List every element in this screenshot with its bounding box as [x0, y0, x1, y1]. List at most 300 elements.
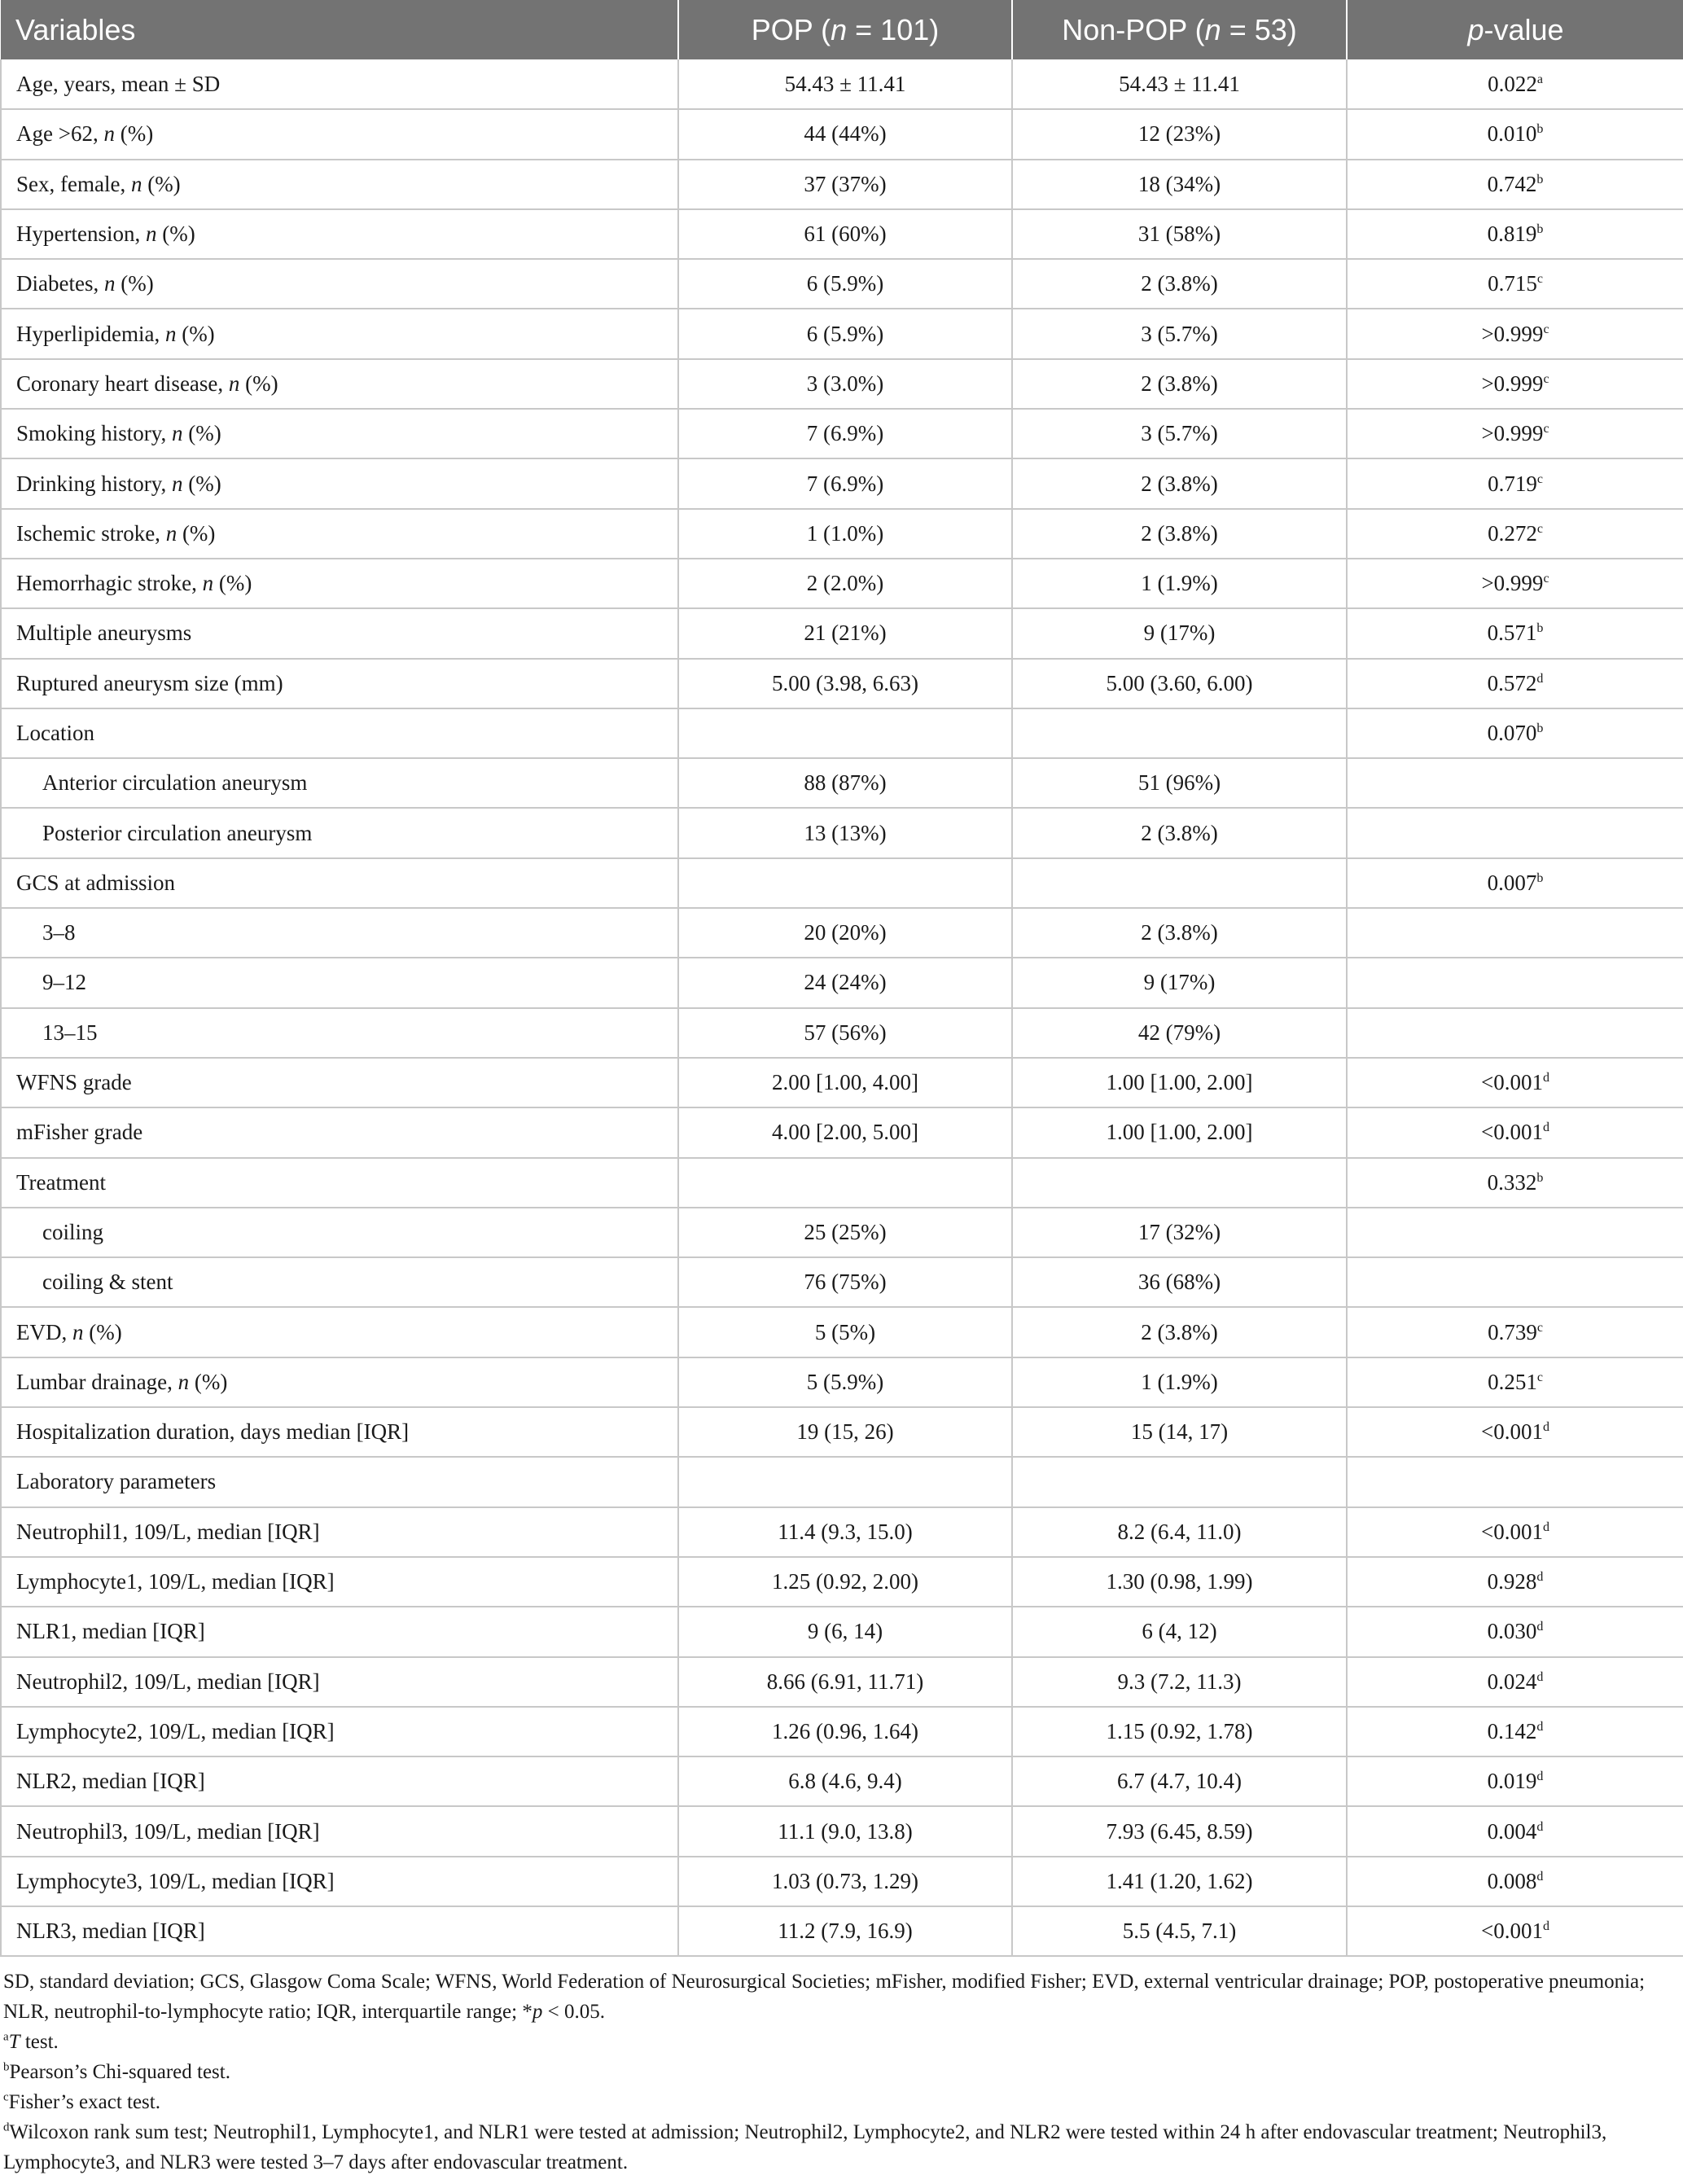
table-row: [1, 858, 1683, 908]
cell-nonpop: 8.2 (6.4, 11.0): [1012, 1507, 1347, 1557]
variable-n-italic: n: [172, 421, 183, 446]
cell-pop: 24 (24%): [678, 958, 1012, 1007]
cell-variable: [1, 109, 678, 159]
variable-label: Smoking history,: [16, 421, 173, 446]
table-row: [1, 958, 1683, 1007]
cell-pvalue: [1347, 359, 1683, 409]
variable-label-suffix: (%): [176, 321, 215, 346]
cell-pop: 44 (44%): [678, 109, 1012, 159]
cell-nonpop: 2 (3.8%): [1012, 458, 1347, 508]
cell-nonpop: 9.3 (7.2, 11.3): [1012, 1657, 1347, 1707]
cell-nonpop: 7.93 (6.45, 8.59): [1012, 1806, 1347, 1856]
cell-pop: 5 (5%): [678, 1307, 1012, 1357]
variable-label: Location: [16, 721, 94, 745]
pvalue-test-mark: c: [1543, 422, 1549, 436]
cell-pop: 4.00 [2.00, 5.00]: [678, 1107, 1012, 1157]
variable-n-italic: n: [103, 121, 115, 147]
cell-nonpop: 54.43 ± 11.41: [1012, 59, 1347, 109]
cell-pvalue: [1347, 1357, 1683, 1407]
variable-label: Lymphocyte3, 109/L, median [IQR]: [16, 1868, 335, 1893]
variable-label: Multiple aneurysms: [16, 621, 192, 646]
footnote-abbreviations: [3, 1967, 1680, 2027]
variable-label: NLR2, median [IQR]: [16, 1769, 205, 1794]
variable-label-suffix: (%): [182, 421, 221, 446]
cell-pvalue: [1347, 458, 1683, 508]
cell-variable: [1, 458, 678, 508]
cell-pvalue: [1347, 1457, 1683, 1506]
cell-pvalue: [1347, 858, 1683, 908]
cell-pop: [678, 1158, 1012, 1208]
variable-label: Neutrophil3, 109/L, median [IQR]: [16, 1818, 320, 1844]
header-pop: POP (n = 101): [678, 0, 1012, 59]
table-row: [1, 1357, 1683, 1407]
variable-label: Lymphocyte1, 109/L, median [IQR]: [16, 1569, 335, 1594]
variable-n-italic: n: [228, 371, 240, 396]
header-nonpop: Non-POP (n = 53): [1012, 0, 1347, 59]
table-row: [1, 1058, 1683, 1107]
pvalue-text: 0.715: [1488, 271, 1537, 296]
variable-label: 9–12: [42, 970, 86, 995]
cell-nonpop: 6.7 (4.7, 10.4): [1012, 1756, 1347, 1806]
cell-nonpop: 1.00 [1.00, 2.00]: [1012, 1058, 1347, 1107]
cell-pvalue: [1347, 509, 1683, 559]
cell-pop: [678, 1457, 1012, 1506]
variable-label: Lymphocyte2, 109/L, median [IQR]: [16, 1718, 335, 1743]
table-row: [1, 1507, 1683, 1557]
variable-label-suffix: (%): [213, 571, 252, 596]
cell-nonpop: 51 (96%): [1012, 758, 1347, 808]
pvalue-text: 0.332: [1487, 1169, 1537, 1195]
cell-variable: [1, 1507, 678, 1557]
cell-pop: 11.2 (7.9, 16.9): [678, 1906, 1012, 1956]
table-row: [1, 509, 1683, 559]
cell-pop: 88 (87%): [678, 758, 1012, 808]
variable-label: coiling & stent: [42, 1270, 173, 1295]
cell-nonpop: 2 (3.8%): [1012, 808, 1347, 857]
pvalue-test-mark: c: [1543, 572, 1549, 586]
cell-pvalue: [1347, 808, 1683, 857]
table-footnotes: [0, 1957, 1683, 2177]
cell-pvalue: [1347, 109, 1683, 159]
cell-variable: [1, 1357, 678, 1407]
cell-variable: [1, 1008, 678, 1058]
cell-pop: 6.8 (4.6, 9.4): [678, 1756, 1012, 1806]
cell-pvalue: [1347, 659, 1683, 708]
cell-variable: [1, 808, 678, 857]
cell-variable: [1, 608, 678, 658]
cell-variable: [1, 1557, 678, 1607]
variable-label-suffix: (%): [115, 271, 154, 296]
pvalue-text: 0.008: [1487, 1868, 1537, 1893]
cell-nonpop: 2 (3.8%): [1012, 259, 1347, 309]
cell-variable: [1, 259, 678, 309]
cell-nonpop: 1.30 (0.98, 1.99): [1012, 1557, 1347, 1607]
table-row: [1, 1107, 1683, 1157]
cell-variable: [1, 1657, 678, 1707]
cell-nonpop: 31 (58%): [1012, 209, 1347, 259]
cell-variable: [1, 359, 678, 409]
table-row: [1, 1857, 1683, 1906]
variable-label: 3–8: [42, 920, 76, 945]
cell-nonpop: 12 (23%): [1012, 109, 1347, 159]
header-p-italic: p: [1467, 12, 1484, 46]
footnote-d: [3, 2117, 1680, 2177]
table-row: [1, 259, 1683, 309]
cell-variable: [1, 1857, 678, 1906]
footnote-b: [3, 2057, 1680, 2087]
cell-pop: 25 (25%): [678, 1208, 1012, 1257]
variable-label-suffix: (%): [114, 121, 154, 147]
cell-nonpop: 6 (4, 12): [1012, 1607, 1347, 1656]
cell-nonpop: 18 (34%): [1012, 160, 1347, 209]
variable-label: Ruptured aneurysm size (mm): [16, 670, 283, 695]
cell-pop: 1.03 (0.73, 1.29): [678, 1857, 1012, 1906]
cell-variable: [1, 209, 678, 259]
footnote-c-text: Fisher’s exact test.: [8, 2091, 160, 2114]
pvalue-test-mark: d: [1536, 1819, 1544, 1834]
variable-n-italic: n: [202, 571, 214, 596]
cell-nonpop: 9 (17%): [1012, 608, 1347, 658]
table-row: [1, 1607, 1683, 1656]
variable-n-italic: n: [172, 471, 183, 496]
variable-n-italic: n: [145, 221, 157, 247]
header-variables-text: Variables: [15, 12, 136, 46]
footnote-a-italic: T: [8, 2031, 20, 2054]
pvalue-text: 0.719: [1488, 471, 1537, 496]
cell-variable: [1, 1208, 678, 1257]
table-row: [1, 1457, 1683, 1506]
cell-pvalue: [1347, 1707, 1683, 1756]
pvalue-test-mark: d: [1536, 1620, 1544, 1634]
cell-pvalue: [1347, 958, 1683, 1007]
cell-pvalue: [1347, 160, 1683, 209]
pvalue-test-mark: c: [1536, 1320, 1543, 1335]
cell-variable: [1, 1257, 678, 1307]
pvalue-test-mark: c: [1536, 1370, 1543, 1384]
pvalue-test-mark: d: [1536, 1570, 1544, 1585]
footnote-d-text: Wilcoxon rank sum test; Neutrophil1, Lymphocyte1, and NLR1 were tested at admission; Neutrophil2, Lymphocyte2, and NLR2 were tested within 24 h after endovascular treatment; Neutrophil3, Lymphocyte3, and NLR3 were tested 3–7 days after endovascular treatment.: [3, 2121, 1607, 2174]
cell-pop: 13 (13%): [678, 808, 1012, 857]
cell-pop: 8.66 (6.91, 11.71): [678, 1657, 1012, 1707]
variable-label: NLR3, median [IQR]: [16, 1919, 205, 1944]
variable-n-italic: n: [130, 171, 142, 196]
pvalue-test-mark: b: [1536, 621, 1544, 636]
cell-variable: [1, 1806, 678, 1856]
header-pop-n: n: [831, 12, 848, 46]
footnote-a-text: test.: [20, 2031, 59, 2054]
variable-label: 13–15: [42, 1020, 98, 1045]
footnote-b-mark: b: [3, 2060, 10, 2074]
table-row: [1, 1557, 1683, 1607]
pvalue-text: >0.999: [1481, 571, 1544, 596]
pvalue-text: <0.001: [1481, 1519, 1543, 1544]
variable-label: Age >62,: [16, 121, 104, 147]
variable-label: Drinking history,: [16, 471, 172, 496]
pvalue-test-mark: b: [1536, 1170, 1544, 1185]
table-row: [1, 1906, 1683, 1956]
cell-pop: 7 (6.9%): [678, 458, 1012, 508]
cell-pvalue: [1347, 1307, 1683, 1357]
pvalue-text: 0.030: [1487, 1619, 1537, 1644]
pvalue-test-mark: b: [1536, 871, 1544, 885]
pvalue-text: 0.571: [1487, 621, 1537, 646]
cell-nonpop: 3 (5.7%): [1012, 309, 1347, 358]
pvalue-text: 0.022: [1488, 71, 1537, 96]
cell-pop: 54.43 ± 11.41: [678, 59, 1012, 109]
footnote-a-mark: a: [3, 2030, 9, 2044]
pvalue-test-mark: d: [1536, 671, 1544, 686]
pvalue-text: 0.572: [1487, 670, 1537, 695]
variable-label: Coronary heart disease,: [16, 371, 229, 396]
variable-label: Sex, female,: [16, 171, 131, 196]
table-row: [1, 309, 1683, 358]
header-pvalue: [1347, 0, 1683, 59]
cell-nonpop: 3 (5.7%): [1012, 409, 1347, 458]
variable-label-suffix: (%): [189, 1369, 228, 1394]
cell-pop: 21 (21%): [678, 608, 1012, 658]
variable-n-italic: n: [72, 1319, 84, 1344]
table-row: [1, 1707, 1683, 1756]
cell-nonpop: 5.5 (4.5, 7.1): [1012, 1906, 1347, 1956]
cell-pop: 5.00 (3.98, 6.63): [678, 659, 1012, 708]
cell-nonpop: 2 (3.8%): [1012, 908, 1347, 958]
footnote-b-text: Pearson’s Chi-squared test.: [9, 2061, 230, 2084]
cell-pvalue: [1347, 1008, 1683, 1058]
pvalue-text: <0.001: [1481, 1070, 1543, 1095]
variable-label: Neutrophil2, 109/L, median [IQR]: [16, 1669, 320, 1694]
cell-pvalue: [1347, 908, 1683, 958]
table-row: [1, 1657, 1683, 1707]
variable-label: Laboratory parameters: [16, 1469, 217, 1494]
cell-pvalue: [1347, 1407, 1683, 1457]
cell-variable: [1, 958, 678, 1007]
pvalue-text: <0.001: [1481, 1419, 1543, 1445]
pvalue-text: >0.999: [1481, 371, 1544, 396]
pvalue-text: 0.010: [1487, 121, 1537, 147]
pvalue-test-mark: d: [1536, 1869, 1544, 1884]
pvalue-test-mark: b: [1536, 122, 1544, 137]
pvalue-text: 0.142: [1487, 1718, 1537, 1743]
pvalue-test-mark: d: [1542, 1071, 1549, 1085]
header-row: [1, 0, 1683, 59]
cell-variable: [1, 1058, 678, 1107]
cell-variable: [1, 409, 678, 458]
pvalue-text: 0.928: [1487, 1569, 1537, 1594]
cell-variable: [1, 1906, 678, 1956]
pvalue-text: 0.007: [1487, 870, 1537, 895]
table-row: [1, 808, 1683, 857]
footnote-abbrev-p: p: [532, 2001, 543, 2024]
cell-nonpop: 1.41 (1.20, 1.62): [1012, 1857, 1347, 1906]
pvalue-text: 0.024: [1487, 1669, 1537, 1694]
cell-nonpop: 15 (14, 17): [1012, 1407, 1347, 1457]
variable-label: Ischemic stroke,: [16, 520, 166, 546]
variable-label-suffix: (%): [239, 371, 278, 396]
variable-n-italic: n: [165, 520, 178, 546]
cell-pvalue: [1347, 1857, 1683, 1906]
cell-nonpop: 2 (3.8%): [1012, 1307, 1347, 1357]
table-row: [1, 458, 1683, 508]
table-row: [1, 409, 1683, 458]
variable-label: Neutrophil1, 109/L, median [IQR]: [16, 1519, 320, 1544]
cell-pvalue: [1347, 1756, 1683, 1806]
cell-pvalue: [1347, 1257, 1683, 1307]
cell-pop: 11.1 (9.0, 13.8): [678, 1806, 1012, 1856]
pvalue-text: 0.272: [1488, 520, 1537, 546]
footnote-c-mark: c: [3, 2090, 9, 2104]
cell-pop: 20 (20%): [678, 908, 1012, 958]
pvalue-test-mark: c: [1536, 272, 1543, 287]
cell-pop: 7 (6.9%): [678, 409, 1012, 458]
pvalue-test-mark: b: [1536, 721, 1544, 735]
table-row: [1, 59, 1683, 109]
variable-n-italic: n: [103, 271, 116, 296]
variable-label: WFNS grade: [16, 1070, 132, 1095]
cell-pvalue: [1347, 1158, 1683, 1208]
variable-label: mFisher grade: [16, 1120, 143, 1145]
variable-label: GCS at admission: [16, 870, 176, 895]
variable-n-italic: n: [178, 1369, 190, 1394]
variable-label-suffix: (%): [83, 1319, 122, 1344]
cell-pop: 6 (5.9%): [678, 259, 1012, 309]
pvalue-test-mark: c: [1536, 521, 1543, 536]
cell-pop: 5 (5.9%): [678, 1357, 1012, 1407]
cell-pop: [678, 708, 1012, 758]
cell-pop: 3 (3.0%): [678, 359, 1012, 409]
cell-pop: 76 (75%): [678, 1257, 1012, 1307]
cell-pvalue: [1347, 559, 1683, 608]
cell-nonpop: [1012, 858, 1347, 908]
cell-variable: [1, 708, 678, 758]
cell-pvalue: [1347, 1208, 1683, 1257]
table-row: [1, 758, 1683, 808]
variable-label: Hospitalization duration, days median [IQR]: [16, 1419, 410, 1445]
pvalue-text: 0.019: [1487, 1769, 1537, 1794]
variable-label: Treatment: [16, 1169, 106, 1195]
cell-pvalue: [1347, 708, 1683, 758]
pvalue-text: 0.742: [1487, 171, 1537, 196]
cell-pop: 2.00 [1.00, 4.00]: [678, 1058, 1012, 1107]
variable-label-suffix: (%): [142, 171, 181, 196]
pvalue-text: 0.251: [1488, 1369, 1537, 1394]
table-row: [1, 1307, 1683, 1357]
variable-label: Posterior circulation aneurysm: [42, 820, 313, 845]
cell-pop: 1.26 (0.96, 1.64): [678, 1707, 1012, 1756]
cell-variable: [1, 1107, 678, 1157]
variable-label: Age, years, mean ± SD: [16, 71, 221, 96]
variable-label: coiling: [42, 1219, 103, 1244]
pvalue-text: >0.999: [1481, 321, 1544, 346]
pvalue-test-mark: b: [1536, 172, 1544, 186]
cell-nonpop: [1012, 1457, 1347, 1506]
pvalue-text: <0.001: [1481, 1120, 1543, 1145]
cell-variable: [1, 1756, 678, 1806]
variable-label-suffix: (%): [177, 520, 216, 546]
cell-nonpop: 9 (17%): [1012, 958, 1347, 1007]
table-row: [1, 1756, 1683, 1806]
cell-pvalue: [1347, 1906, 1683, 1956]
table-row: [1, 1008, 1683, 1058]
pvalue-test-mark: d: [1536, 1770, 1544, 1784]
cell-pop: 37 (37%): [678, 160, 1012, 209]
cell-variable: [1, 309, 678, 358]
pvalue-text: 0.819: [1487, 221, 1537, 247]
footnote-abbrev-end: < 0.05.: [542, 2001, 605, 2024]
cell-nonpop: [1012, 708, 1347, 758]
variable-label: Hyperlipidemia,: [16, 321, 165, 346]
pvalue-test-mark: a: [1536, 72, 1543, 86]
header-variables: [1, 0, 678, 59]
table-row: [1, 608, 1683, 658]
cell-nonpop: 42 (79%): [1012, 1008, 1347, 1058]
header-p-rest: -value: [1484, 12, 1564, 46]
table-header: [1, 0, 1683, 59]
pvalue-test-mark: d: [1542, 1520, 1549, 1534]
table-row: [1, 160, 1683, 209]
cell-variable: [1, 659, 678, 708]
cell-pvalue: [1347, 1806, 1683, 1856]
table-row: [1, 659, 1683, 708]
variable-label: EVD,: [16, 1319, 72, 1344]
table-row: [1, 1208, 1683, 1257]
cell-variable: [1, 1407, 678, 1457]
cell-pvalue: [1347, 1107, 1683, 1157]
table-row: [1, 109, 1683, 159]
pvalue-test-mark: d: [1542, 1919, 1549, 1934]
cell-pvalue: [1347, 409, 1683, 458]
table-row: [1, 708, 1683, 758]
cell-variable: [1, 858, 678, 908]
table-row: [1, 1407, 1683, 1457]
cell-pvalue: [1347, 608, 1683, 658]
cell-variable: [1, 1707, 678, 1756]
footnote-abbrev-main: SD, standard deviation; GCS, Glasgow Coma Scale; WFNS, World Federation of Neurosurgical Societies; mFisher, modified Fisher; EVD, external ventricular drainage; POP, postoperative pneumonia; NLR, neutrophil-to-lymphocyte ratio; IQR, interquartile range; *: [3, 1971, 1646, 2024]
cell-pvalue: [1347, 1557, 1683, 1607]
pvalue-test-mark: d: [1536, 1719, 1544, 1734]
table-row: [1, 209, 1683, 259]
variable-label-suffix: (%): [182, 471, 221, 496]
header-nonpop-count: = 53): [1221, 12, 1297, 46]
cell-nonpop: 1 (1.9%): [1012, 1357, 1347, 1407]
pvalue-text: 0.004: [1487, 1818, 1537, 1844]
pvalue-test-mark: d: [1542, 1121, 1549, 1135]
pvalue-text: <0.001: [1481, 1919, 1543, 1944]
cell-pvalue: [1347, 1058, 1683, 1107]
cell-pop: 1 (1.0%): [678, 509, 1012, 559]
cell-variable: [1, 1457, 678, 1506]
cell-nonpop: 2 (3.8%): [1012, 359, 1347, 409]
cell-nonpop: 1.15 (0.92, 1.78): [1012, 1707, 1347, 1756]
cell-pop: 61 (60%): [678, 209, 1012, 259]
cell-variable: [1, 509, 678, 559]
cell-variable: [1, 1307, 678, 1357]
pvalue-test-mark: b: [1536, 222, 1544, 237]
header-pop-label: POP: [751, 12, 813, 46]
cell-nonpop: 36 (68%): [1012, 1257, 1347, 1307]
cell-variable: [1, 59, 678, 109]
cell-nonpop: 17 (32%): [1012, 1208, 1347, 1257]
cell-nonpop: 2 (3.8%): [1012, 509, 1347, 559]
variable-label: Diabetes,: [16, 271, 104, 296]
table-row: [1, 559, 1683, 608]
variable-label: Lumbar drainage,: [16, 1369, 178, 1394]
cell-pvalue: [1347, 209, 1683, 259]
cell-nonpop: 1.00 [1.00, 2.00]: [1012, 1107, 1347, 1157]
table-row: [1, 908, 1683, 958]
pvalue-test-mark: c: [1536, 471, 1543, 486]
variable-label-suffix: (%): [156, 221, 195, 247]
pvalue-test-mark: c: [1543, 371, 1549, 386]
